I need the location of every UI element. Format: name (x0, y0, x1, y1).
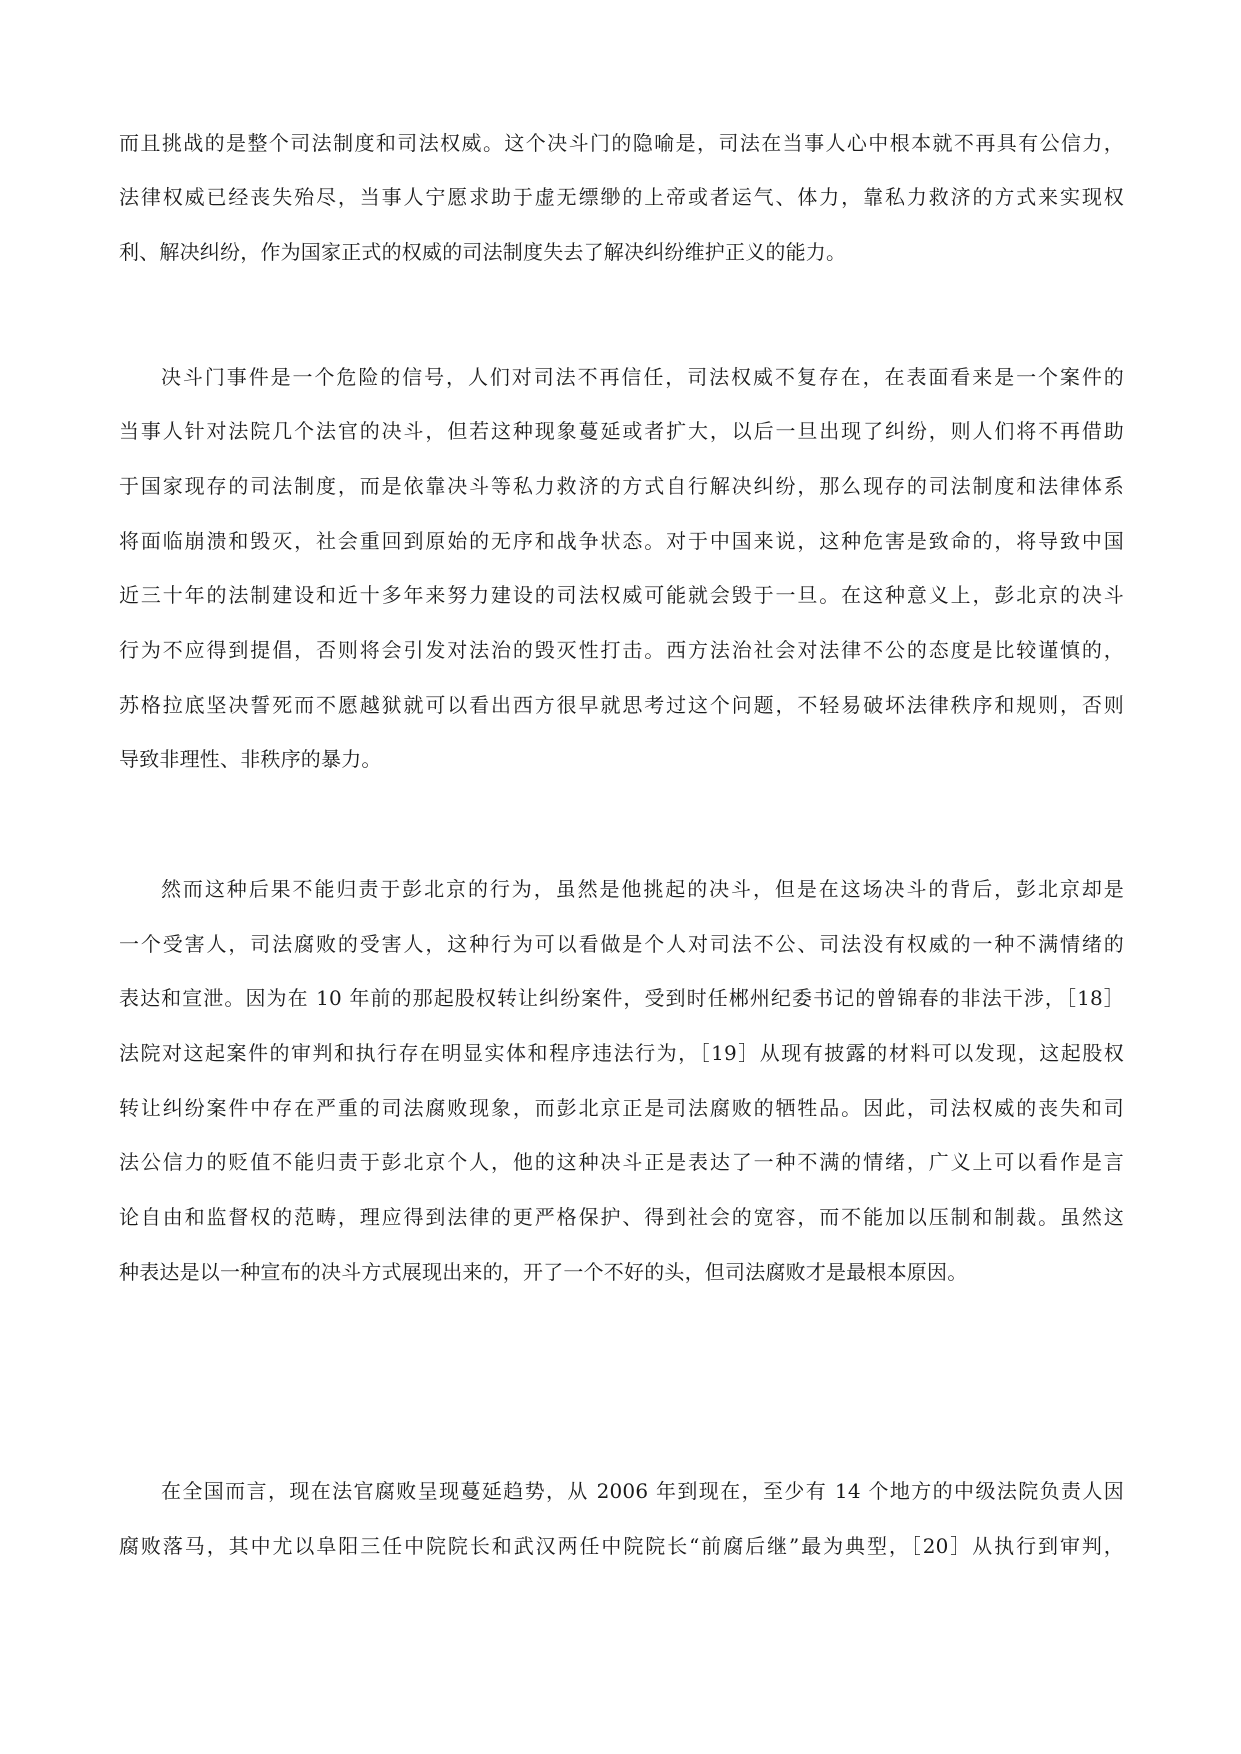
paragraph-line: 一个受害人，司法腐败的受害人，这种行为可以看做是个人对司法不公、司法没有权威的一种不满情绪的 (119, 932, 1124, 956)
paragraph-line: 近三十年的法制建设和近十多年来努力建设的司法权威可能就会毁于一旦。在这种意义上，彭北京的决斗 (119, 583, 1124, 607)
paragraph-line: 转让纠纷案件中存在严重的司法腐败现象，而彭北京正是司法腐败的牺牲品。因此，司法权威的丧失和司 (119, 1096, 1124, 1120)
paragraph-line: 而且挑战的是整个司法制度和司法权威。这个决斗门的隐喻是，司法在当事人心中根本就不再具有公信力， (119, 131, 1124, 155)
paragraph-line: 导致非理性、非秩序的暴力。 (119, 747, 382, 771)
paragraph-line: 表达和宣泄。因为在 10 年前的那起股权转让纠纷案件，受到时任郴州纪委书记的曾锦春的非法干涉，［18］ (119, 986, 1124, 1010)
paragraph-line: 将面临崩溃和毁灭，社会重回到原始的无序和战争状态。对于中国来说，这种危害是致命的，将导致中国 (119, 529, 1124, 553)
paragraph-line: 腐败落马，其中尤以阜阳三任中院院长和武汉两任中院院长“前腐后继”最为典型，［20］从执行到审判， (119, 1534, 1124, 1558)
paragraph-line: 论自由和监督权的范畴，理应得到法律的更严格保护、得到社会的宽容，而不能加以压制和制裁。虽然这 (119, 1205, 1124, 1229)
paragraph-line: 当事人针对法院几个法官的决斗，但若这种现象蔓延或者扩大，以后一旦出现了纠纷，则人们将不再借助 (119, 419, 1124, 443)
paragraph-line: 决斗门事件是一个危险的信号，人们对司法不再信任，司法权威不复存在，在表面看来是一个案件的 (161, 365, 1124, 389)
paragraph-line: 种表达是以一种宣布的决斗方式展现出来的，开了一个不好的头，但司法腐败才是最根本原因。 (119, 1260, 968, 1284)
paragraph-line: 法律权威已经丧失殆尽，当事人宁愿求助于虚无缥缈的上帝或者运气、体力，靠私力救济的方式来实现权 (119, 185, 1124, 209)
paragraph-line: 行为不应得到提倡，否则将会引发对法治的毁灭性打击。西方法治社会对法律不公的态度是比较谨慎的， (119, 638, 1124, 662)
paragraph-line: 法院对这起案件的审判和执行存在明显实体和程序违法行为，［19］从现有披露的材料可以发现，这起股权 (119, 1041, 1124, 1065)
paragraph-line: 在全国而言，现在法官腐败呈现蔓延趋势，从 2006 年到现在，至少有 14 个地方的中级法院负责人因 (161, 1479, 1124, 1503)
paragraph-line: 法公信力的贬值不能归责于彭北京个人，他的这种决斗正是表达了一种不满的情绪，广义上可以看作是言 (119, 1150, 1124, 1174)
paragraph-line: 苏格拉底坚决誓死而不愿越狱就可以看出西方很早就思考过这个问题，不轻易破坏法律秩序和规则，否则 (119, 693, 1124, 717)
paragraph-line: 然而这种后果不能归责于彭北京的行为，虽然是他挑起的决斗，但是在这场决斗的背后，彭北京却是 (161, 877, 1124, 901)
paragraph-line: 于国家现存的司法制度，而是依靠决斗等私力救济的方式自行解决纠纷，那么现存的司法制度和法律体系 (119, 474, 1124, 498)
paragraph-line: 利、解决纠纷，作为国家正式的权威的司法制度失去了解决纠纷维护正义的能力。 (119, 240, 847, 264)
